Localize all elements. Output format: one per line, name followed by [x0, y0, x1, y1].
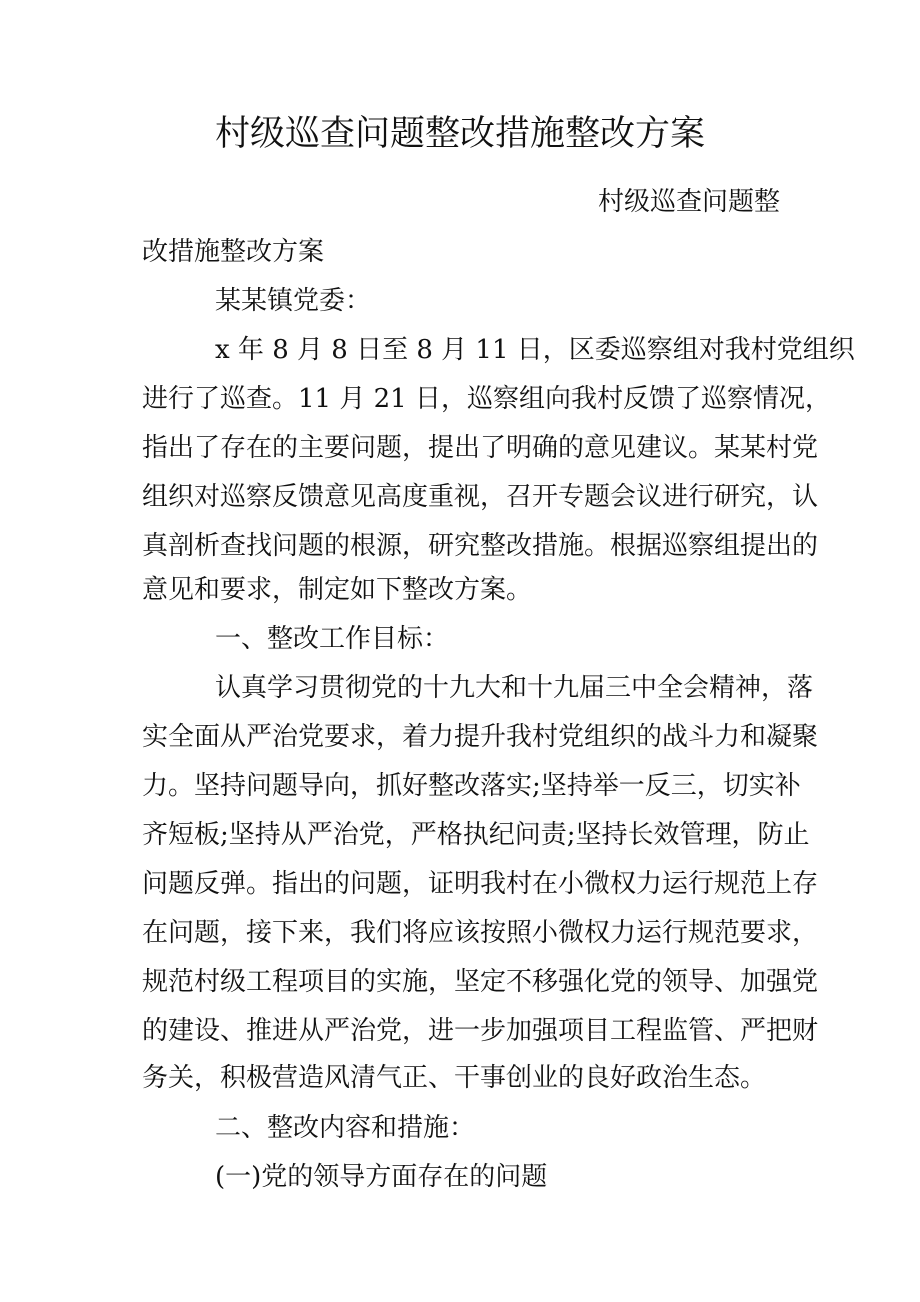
section-heading-1: 一、整改工作目标：: [215, 624, 450, 654]
paragraph-2-line-4: 齐短板;坚持从严治党，严格执纪问责;坚持长效管理，防止: [142, 820, 810, 850]
subsection-heading-1: (一)党的领导方面存在的问题: [215, 1162, 548, 1192]
document-title: 村级巡查问题整改措施整改方案: [214, 114, 705, 154]
paragraph-2-line-5: 问题反弹。指出的问题，证明我村在小微权力运行规范上存: [142, 869, 819, 899]
paragraph-2-line-8: 的建设、推进从严治党，进一步加强项目工程监管、严把财: [142, 1016, 819, 1046]
paragraph-2-line-9: 务关，积极营造风清气正、干事创业的良好政治生态。: [142, 1063, 767, 1093]
paragraph-2-line-2: 实全面从严治党要求，着力提升我村党组织的战斗力和凝聚: [142, 722, 819, 752]
paragraph-2-line-6: 在问题，接下来，我们将应该按照小微权力运行规范要求，: [142, 918, 819, 948]
paragraph-2-line-7: 规范村级工程项目的实施，坚定不移强化党的领导、加强党: [142, 967, 819, 997]
subtitle-line-2: 改措施整改方案: [142, 237, 325, 267]
paragraph-1-line-2: 进行了巡查。11 月 21 日，巡察组向我村反馈了巡察情况，: [142, 384, 831, 414]
paragraph-1-line-3: 指出了存在的主要问题，提出了明确的意见建议。某某村党: [142, 433, 819, 463]
paragraph-2-line-3: 力。坚持问题导向，抓好整改落实;坚持举一反三，切实补: [142, 771, 801, 801]
subtitle-line-1: 村级巡查问题整: [597, 187, 780, 217]
paragraph-1-line-5: 真剖析查找问题的根源，研究整改措施。根据巡察组提出的: [142, 531, 819, 561]
paragraph-2-line-1: 认真学习贯彻党的十九大和十九届三中全会精神，落: [215, 673, 814, 703]
salutation: 某某镇党委：: [215, 286, 372, 316]
paragraph-1-line-6: 意见和要求，制定如下整改方案。: [142, 575, 533, 605]
paragraph-1-line-1: x 年 8 月 8 日至 8 月 11 日，区委巡察组对我村党组织: [215, 335, 855, 365]
section-heading-2: 二、整改内容和措施：: [215, 1113, 476, 1143]
paragraph-1-line-4: 组织对巡察反馈意见高度重视，召开专题会议进行研究，认: [142, 482, 819, 512]
